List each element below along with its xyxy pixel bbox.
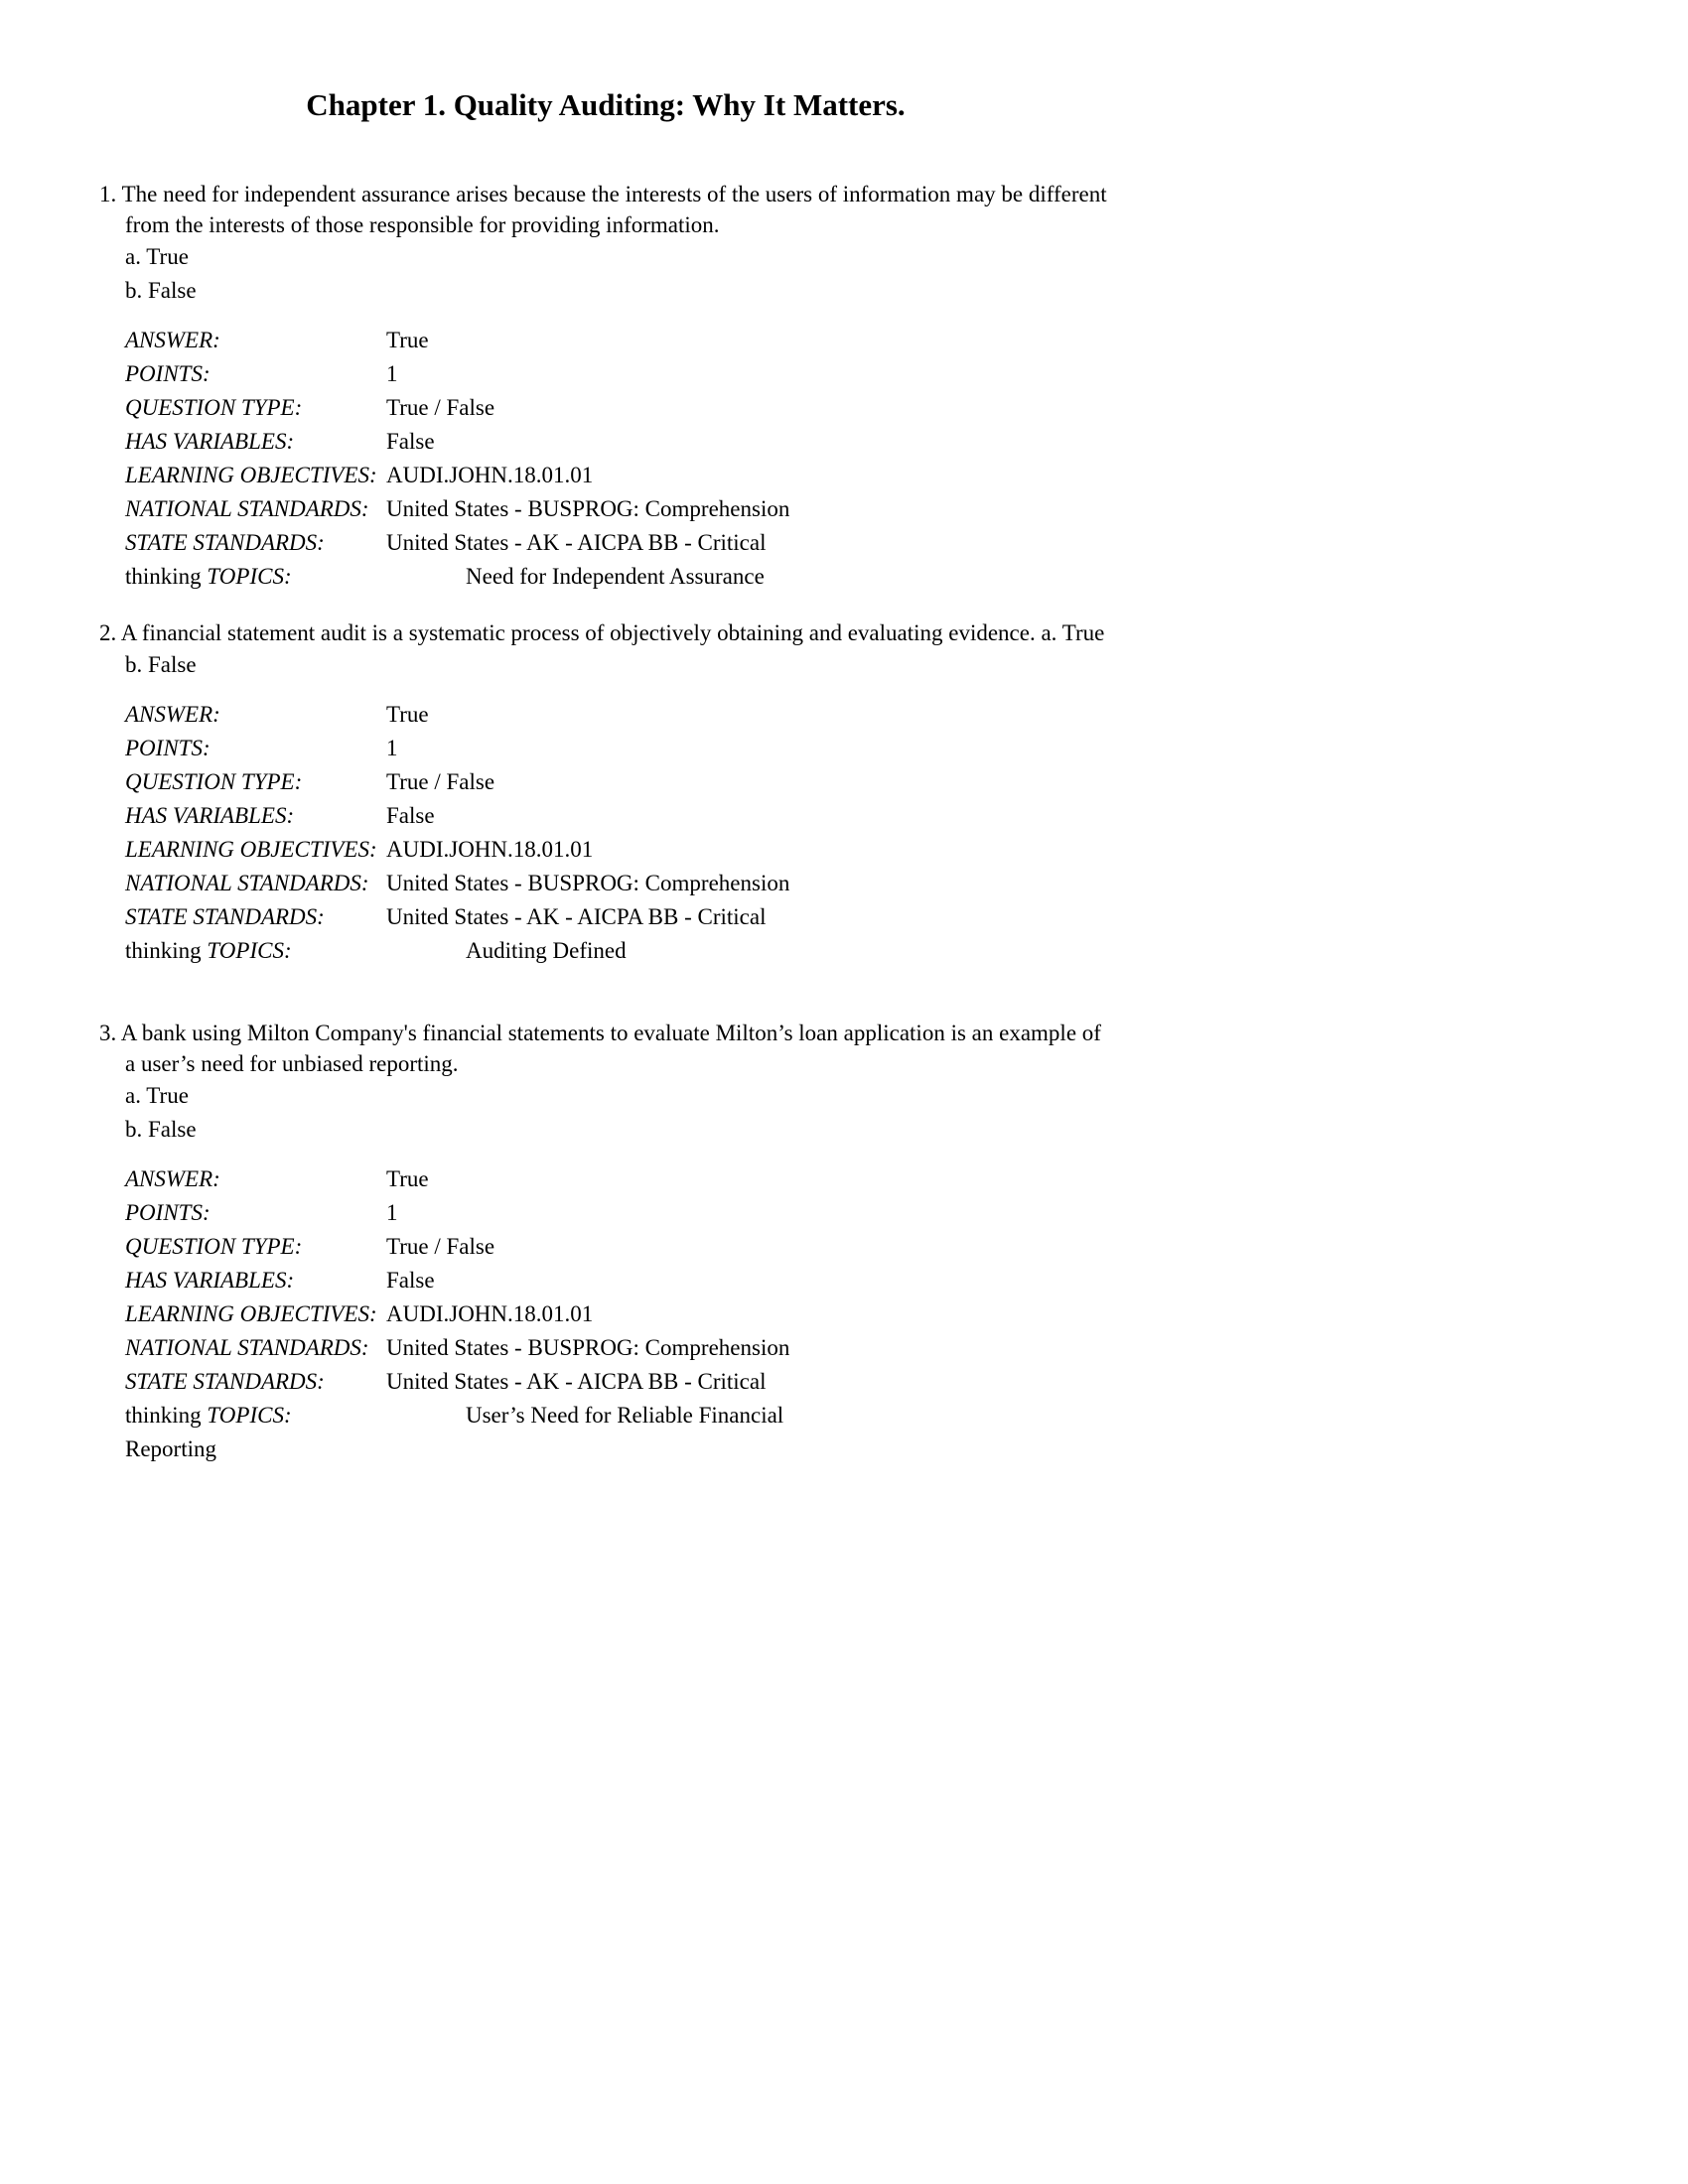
document-content (99, 0, 1112, 1466)
meta-label: QUESTION TYPE: (125, 769, 303, 794)
meta-row-topics (125, 934, 1112, 968)
meta-row-national-standards (125, 1331, 1112, 1365)
meta-label: POINTS: (125, 1200, 211, 1225)
meta-row-learning-objectives (125, 1297, 1112, 1331)
meta-value: United States - BUSPROG: Comprehension (386, 1335, 790, 1360)
meta-value: 1 (386, 1200, 398, 1225)
option-b: b. False (125, 652, 197, 677)
meta-label: QUESTION TYPE: (125, 1234, 303, 1259)
meta-value: False (386, 429, 435, 454)
meta-row-national-standards (125, 492, 1112, 526)
wrapped-word: thinking (125, 1403, 202, 1428)
meta-row-points (125, 357, 1112, 391)
meta-value: 1 (386, 736, 398, 760)
option-a: a. True (125, 244, 189, 269)
meta-label: NATIONAL STANDARDS: (125, 1335, 369, 1360)
meta-row-answer (125, 1162, 1112, 1196)
meta-value: False (386, 1268, 435, 1293)
question-metadata (125, 324, 1112, 594)
wrapped-word: thinking (125, 938, 202, 963)
meta-label: LEARNING OBJECTIVES: (125, 1301, 377, 1326)
meta-row-answer (125, 324, 1112, 357)
meta-row-learning-objectives (125, 459, 1112, 492)
meta-row-state-standards (125, 1365, 1112, 1399)
meta-label: QUESTION TYPE: (125, 395, 303, 420)
meta-row-question-type (125, 1230, 1112, 1264)
option-a: a. True (125, 1083, 189, 1108)
meta-row-points (125, 1196, 1112, 1230)
meta-label: NATIONAL STANDARDS: (125, 496, 369, 521)
topics-label: TOPICS: (207, 564, 292, 589)
meta-value: True / False (386, 1234, 495, 1259)
meta-value: True (386, 328, 429, 352)
meta-value: Need for Independent Assurance (466, 564, 765, 589)
question-number: 1. (99, 182, 117, 206)
meta-label: LEARNING OBJECTIVES: (125, 837, 377, 862)
meta-label: ANSWER: (125, 702, 220, 727)
meta-label: NATIONAL STANDARDS: (125, 871, 369, 895)
meta-row-has-variables (125, 799, 1112, 833)
question-number: 2. (99, 620, 117, 645)
meta-label: STATE STANDARDS: (125, 1369, 325, 1394)
page-title: Chapter 1. Quality Auditing: Why It Matters. (306, 87, 906, 122)
meta-value: True (386, 1166, 429, 1191)
meta-label: POINTS: (125, 361, 211, 386)
topics-label: TOPICS: (207, 1403, 292, 1428)
meta-value: United States - BUSPROG: Comprehension (386, 871, 790, 895)
meta-value: 1 (386, 361, 398, 386)
topics-value-continuation: Reporting (125, 1436, 216, 1461)
meta-row-topics (125, 1399, 1112, 1433)
options-list (125, 648, 1112, 682)
meta-label: POINTS: (125, 736, 211, 760)
meta-row-answer (125, 698, 1112, 732)
meta-row-question-type (125, 765, 1112, 799)
meta-value: United States - BUSPROG: Comprehension (386, 496, 790, 521)
meta-value: United States - AK - AICPA BB - Critical (386, 1369, 767, 1394)
options-list (125, 1079, 1112, 1147)
meta-label (125, 934, 386, 968)
topics-label: TOPICS: (207, 938, 292, 963)
meta-label: LEARNING OBJECTIVES: (125, 463, 377, 487)
question-block-1 (99, 179, 1112, 594)
question-body: A financial statement audit is a systematic process of objectively obtaining and evaluating evidence. a. True (120, 620, 1105, 645)
question-metadata (125, 698, 1112, 968)
meta-label: HAS VARIABLES: (125, 803, 295, 828)
meta-label: STATE STANDARDS: (125, 530, 325, 555)
meta-value: United States - AK - AICPA BB - Critical (386, 530, 767, 555)
options-list (125, 240, 1112, 308)
meta-value: AUDI.JOHN.18.01.01 (386, 463, 594, 487)
meta-value: United States - AK - AICPA BB - Critical (386, 904, 767, 929)
meta-label: STATE STANDARDS: (125, 904, 325, 929)
meta-value: True (386, 702, 429, 727)
meta-value: True / False (386, 769, 495, 794)
meta-row-learning-objectives (125, 833, 1112, 867)
meta-label: ANSWER: (125, 1166, 220, 1191)
meta-row-national-standards (125, 867, 1112, 900)
meta-row-question-type (125, 391, 1112, 425)
meta-value: True / False (386, 395, 495, 420)
meta-value: False (386, 803, 435, 828)
meta-label: HAS VARIABLES: (125, 429, 295, 454)
meta-value: Auditing Defined (466, 938, 627, 963)
meta-label (125, 1399, 386, 1433)
meta-row-has-variables (125, 425, 1112, 459)
question-number: 3. (99, 1021, 117, 1045)
meta-row-points (125, 732, 1112, 765)
wrapped-word: thinking (125, 564, 202, 589)
option-b: b. False (125, 278, 197, 303)
question-block-3 (99, 1018, 1112, 1466)
meta-value: User’s Need for Reliable Financial (466, 1403, 784, 1428)
question-text (99, 1018, 1113, 1079)
meta-label: HAS VARIABLES: (125, 1268, 295, 1293)
question-text (99, 179, 1113, 240)
question-block-2 (99, 617, 1112, 968)
meta-row-has-variables (125, 1264, 1112, 1297)
question-body: The need for independent assurance arises because the interests of the users of information may be different from the interests of those responsible for providing information. (121, 182, 1107, 237)
meta-row-topics (125, 560, 1112, 594)
meta-label (125, 560, 386, 594)
question-metadata (125, 1162, 1112, 1466)
meta-value: AUDI.JOHN.18.01.01 (386, 837, 594, 862)
question-body: A bank using Milton Company's financial statements to evaluate Milton’s loan application is an example of a user’s need for unbiased reporting. (120, 1021, 1101, 1076)
option-b: b. False (125, 1117, 197, 1142)
meta-row-state-standards (125, 526, 1112, 560)
meta-value: AUDI.JOHN.18.01.01 (386, 1301, 594, 1326)
meta-row-state-standards (125, 900, 1112, 934)
meta-label: ANSWER: (125, 328, 220, 352)
question-text (99, 617, 1113, 648)
